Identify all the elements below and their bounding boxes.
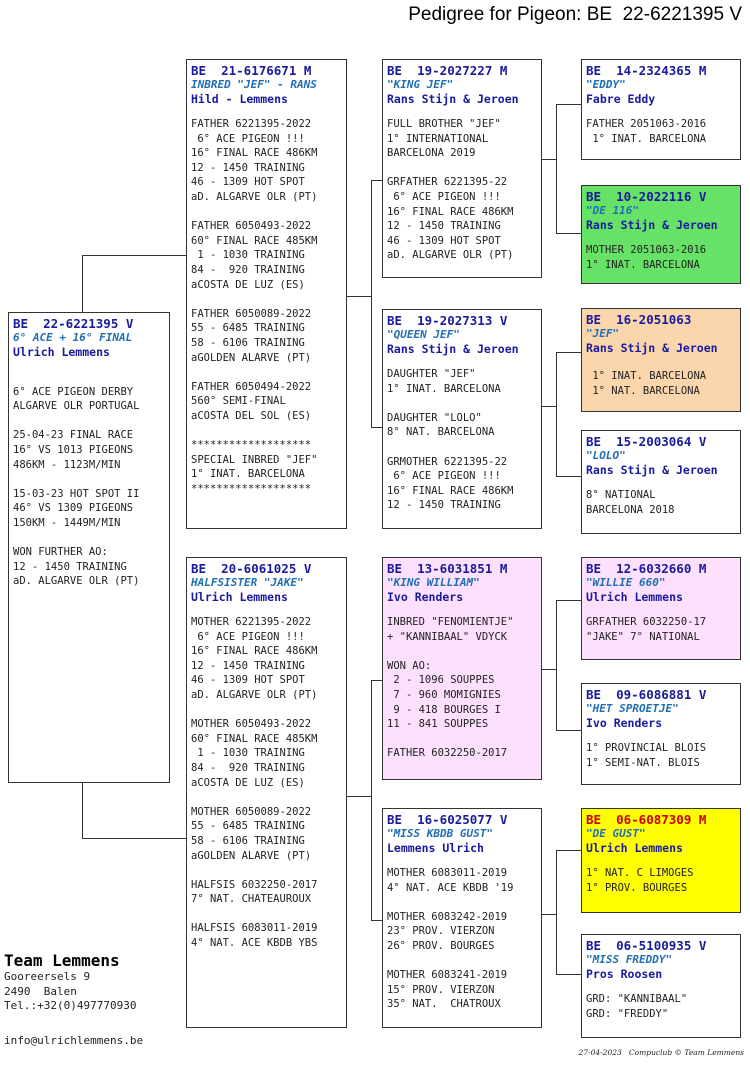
pigeon-nickname: "KING JEF" [387,78,454,91]
ring-number: BE 09-6086881 V [586,687,707,702]
connector-line [371,180,372,427]
connector-line [82,838,187,839]
pigeon-card-mff[interactable] [581,557,741,660]
pigeon-owner: Hild - Lemmens [191,92,288,106]
pigeon-results: 1° INAT. BARCELONA 1° NAT. BARCELONA [592,370,707,397]
ring-number: BE 14-2324365 M [586,63,707,78]
pigeon-card-mmm[interactable] [581,934,741,1038]
pigeon-owner: Ulrich Lemmens [13,345,110,359]
pigeon-owner: Rans Stijn & Jeroen [586,341,718,355]
pigeon-card-mother-father[interactable] [382,557,542,780]
pigeon-results: FATHER 2051063-2016 1° INAT. BARCELONA [586,118,707,145]
pigeon-results: MOTHER 6221395-2022 6° ACE PIGEON !!! 16° FINAL RACE 486KM 12 - 1450 TRAINING 46 - 1309 HOT SPOT aD. ALGARVE OLR (PT) MOTHER 6050493-2022 60° FINAL RACE 485KM 1 - 1030 TRAINING 84 - 920 TRAINING aCOSTA DE LUZ (ES) MOTHER 6050089-2022 55 - 6485 TRAINING 58 - 6106 TRAINING aGOLDEN ALARVE (PT) HALFSIS 6032250-2017 7° NAT. CHATEAUROUX HALFSIS 6083011-2019 4° NAT. ACE KBDB YBS [191,616,318,950]
pigeon-nickname: "MISS FREDDY" [586,953,673,966]
pigeon-card-mmf[interactable] [581,808,741,913]
ring-number: BE 15-2003064 V [586,434,707,449]
connector-line [371,180,382,181]
pigeon-card-fmm[interactable] [581,430,741,534]
pigeon-card-mother-mother[interactable] [382,808,542,1028]
pigeon-results: GRD: "KANNIBAAL" GRD: "FREDDY" [586,993,688,1020]
pigeon-results: MOTHER 2051063-2016 1° INAT. BARCELONA [586,244,707,271]
ring-number: BE 19-2027227 M [387,63,508,78]
connector-line [346,796,371,797]
pigeon-owner: Pros Roosen [586,967,663,981]
pigeon-card-mfm[interactable] [581,683,741,785]
ring-number: BE 21-6176671 M [191,63,312,78]
connector-line [556,476,581,477]
pigeon-results: DAUGHTER "JEF" 1° INAT. BARCELONA DAUGHTER "LOLO" 8° NAT. BARCELONA GRMOTHER 6221395-22 6° ACE PIGEON !!! 16° FINAL RACE 486KM 12 - 1450 TRAINING [387,368,514,512]
pigeon-nickname: "WILLIE 660" [586,576,666,589]
team-info [4,951,136,1014]
pigeon-nickname: 6° ACE + 16° FINAL [13,331,133,344]
pigeon-owner: Ivo Renders [586,716,663,730]
team-address: Gooreersels 9 2490 Balen Tel.:+32(0)497770930 [4,970,137,1012]
connector-line [371,680,382,681]
pigeon-nickname: "LOLO" [586,449,626,462]
connector-line [556,600,557,730]
ring-number: BE 06-6087309 M [586,812,707,827]
connector-line [556,600,581,601]
pigeon-owner: Ulrich Lemmens [586,841,683,855]
connector-line [556,352,581,353]
pigeon-nickname: "DE 116" [586,204,639,217]
pigeon-card-ffm[interactable] [581,185,741,284]
connector-line [541,669,556,670]
connector-line [371,427,382,428]
ring-number: BE 20-6061025 V [191,561,312,576]
pigeon-owner: Ivo Renders [387,590,464,604]
pigeon-results: FATHER 6221395-2022 6° ACE PIGEON !!! 16° FINAL RACE 486KM 12 - 1450 TRAINING 46 - 1309 HOT SPOT aD. ALGARVE OLR (PT) FATHER 6050493-2022 60° FINAL RACE 485KM 1 - 1030 TRAINING 84 - 920 TRAINING aCOSTA DE LUZ (ES) FATHER 6050089-2022 55 - 6485 TRAINING 58 - 6106 TRAINING aGOLDEN ALARVE (PT) FATHER 6050494-2022 560° SEMI-FINAL aCOSTA DEL SOL (ES) ******************* SPECIAL INBRED "JEF" 1° INAT. BARCELONA ******************* [191,118,318,495]
pigeon-card-fff[interactable] [581,59,741,160]
ring-number: BE 16-6025077 V [387,812,508,827]
pigeon-card-mother[interactable] [186,557,347,1028]
footer-credit: 27-04-2023 Compuclub © Team Lemmens [578,1048,744,1057]
connector-line [556,104,557,233]
pigeon-results: MOTHER 6083011-2019 4° NAT. ACE KBDB '19 MOTHER 6083242-2019 23° PROV. VIERZON 26° PROV. BOURGES MOTHER 6083241-2019 15° PROV. VIERZON 35° NAT. CHATROUX [387,867,514,1011]
pigeon-nickname: "MISS KBDB GUST" [387,827,493,840]
connector-line [556,730,581,731]
pigeon-results: 8° NATIONAL BARCELONA 2018 [586,489,675,516]
connector-line [556,233,581,234]
ring-number: BE 16-2051063 [586,312,692,327]
pigeon-card-father-father[interactable] [382,59,542,278]
pigeon-card-fmf[interactable] [581,308,741,412]
connector-line [541,159,556,160]
pigeon-nickname: "EDDY" [586,78,626,91]
connector-line [346,296,371,297]
ring-number: BE 12-6032660 M [586,561,707,576]
pigeon-owner: Ulrich Lemmens [191,590,288,604]
connector-line [82,782,83,838]
pigeon-owner: Rans Stijn & Jeroen [586,218,718,232]
connector-line [556,104,581,105]
ring-number: BE 19-2027313 V [387,313,508,328]
pigeon-nickname: HALFSISTER "JAKE" [191,576,304,589]
ring-number: BE 10-2022116 V [586,189,707,204]
connector-line [82,255,187,256]
pigeon-results: 6° ACE PIGEON DERBY ALGARVE OLR PORTUGAL 25-04-23 FINAL RACE 16° VS 1013 PIGEONS 486KM - 1123M/MIN 15-03-23 HOT SPOT II 46° VS 1309 PIGEONS 150KM - 1449M/MIN WON FURTHER AO: 12 - 1450 TRAINING aD. ALGARVE OLR (PT) [13,385,140,588]
connector-line [556,850,557,974]
pigeon-owner: Ulrich Lemmens [586,590,683,604]
connector-line [82,255,83,315]
pigeon-owner: Rans Stijn & Jeroen [586,463,718,477]
connector-line [541,914,556,915]
pigeon-owner: Rans Stijn & Jeroen [387,342,519,356]
pigeon-nickname: "QUEEN JEF" [387,328,460,341]
pigeon-results: FULL BROTHER "JEF" 1° INTERNATIONAL BARCELONA 2019 GRFATHER 6221395-22 6° ACE PIGEON !!! 16° FINAL RACE 486KM 12 - 1450 TRAINING 46 - 1309 HOT SPOT aD. ALGARVE OLR (PT) [387,118,514,262]
connector-line [556,974,581,975]
pigeon-nickname: "JEF" [586,327,620,340]
pigeon-card-subject[interactable] [8,312,170,783]
ring-number: BE 06-5100935 V [586,938,707,953]
pigeon-results: GRFATHER 6032250-17 "JAKE" 7° NATIONAL [586,616,707,643]
pigeon-nickname: "HET SPROETJE" [586,702,679,715]
pigeon-nickname: INBRED "JEF" - RANS [191,78,317,91]
pigeon-card-father[interactable] [186,59,347,529]
connector-line [541,406,556,407]
pigeon-owner: Lemmens Ulrich [387,841,484,855]
connector-line [371,920,382,921]
pigeon-owner: Rans Stijn & Jeroen [387,92,519,106]
pigeon-results: INBRED "FENOMIENTJE" + "KANNIBAAL" VDYCK WON AO: 2 - 1096 SOUPPES 7 - 960 MOMIGNIES 9 - 418 BOURGES I 11 - 841 SOUPPES FATHER 6032250-2017 [387,616,514,760]
team-name: Team Lemmens [4,951,120,970]
connector-line [556,352,557,476]
pigeon-results: 1° NAT. C LIMOGES 1° PROV. BOURGES [586,867,694,894]
page-title: Pedigree for Pigeon: BE 22-6221395 V [408,4,742,25]
pigeon-nickname: "KING WILLIAM" [387,576,480,589]
pigeon-results: 1° PROVINCIAL BLOIS 1° SEMI-NAT. BLOIS [586,742,707,769]
ring-number: BE 13-6031851 M [387,561,508,576]
pigeon-nickname: "DE GUST" [586,827,646,840]
connector-line [371,680,372,920]
team-email-link[interactable]: info@ulrichlemmens.be [4,1034,144,1047]
connector-line [556,850,581,851]
ring-number: BE 22-6221395 V [13,316,134,331]
pigeon-card-father-mother[interactable] [382,309,542,529]
pigeon-owner: Fabre Eddy [586,92,656,106]
